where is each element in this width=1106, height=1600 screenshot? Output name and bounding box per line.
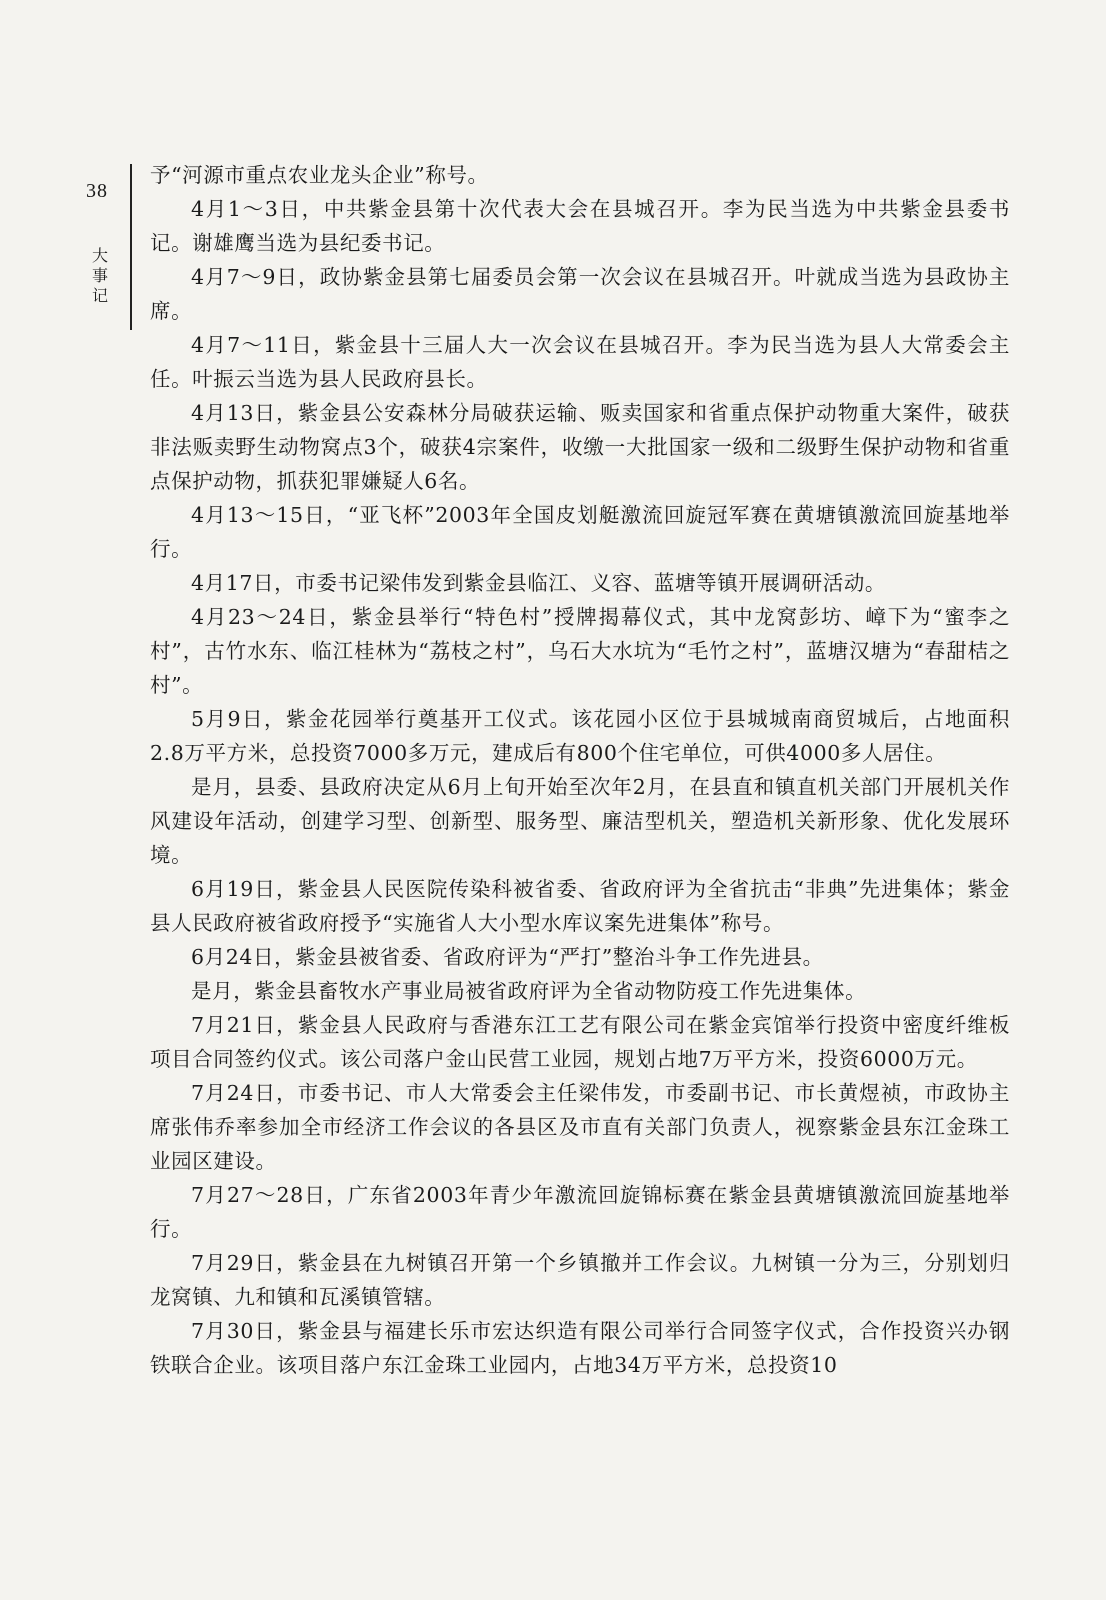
page-margin [72, 150, 132, 330]
margin-rule [130, 164, 132, 330]
paragraph: 4月13～15日，“亚飞杯”2003年全国皮划艇激流回旋冠军赛在黄塘镇激流回旋基地举行。 [150, 503, 1010, 561]
paragraph: 7月30日，紫金县与福建长乐市宏达织造有限公司举行合同签字仪式，合作投资兴办钢铁联合企业。该项目落户东江金珠工业园内，占地34万平方米，总投资10 [150, 1319, 1010, 1377]
paragraph: 予“河源市重点农业龙头企业”称号。 [150, 163, 489, 187]
paragraph: 6月19日，紫金县人民医院传染科被省委、省政府评为全省抗击“非典”先进集体；紫金县人民政府被省政府授予“实施省人大小型水库议案先进集体”称号。 [150, 877, 1010, 935]
paragraph: 4月7～9日，政协紫金县第七届委员会第一次会议在县城召开。叶就成当选为县政协主席。 [150, 265, 1010, 323]
paragraph: 7月24日，市委书记、市人大常委会主任梁伟发，市委副书记、市长黄煜祯，市政协主席张伟乔率参加全市经济工作会议的各县区及市直有关部门负责人，视察紫金县东江金珠工业园区建设。 [150, 1081, 1010, 1173]
paragraph: 7月27～28日，广东省2003年青少年激流回旋锦标赛在紫金县黄塘镇激流回旋基地举行。 [150, 1183, 1010, 1241]
paragraph: 6月24日，紫金县被省委、省政府评为“严打”整治斗争工作先进县。 [191, 945, 824, 969]
paragraph: 4月1～3日，中共紫金县第十次代表大会在县城召开。李为民当选为中共紫金县委书记。谢雄鹰当选为县纪委书记。 [150, 197, 1010, 255]
paragraph: 7月21日，紫金县人民政府与香港东江工艺有限公司在紫金宾馆举行投资中密度纤维板项目合同签约仪式。该公司落户金山民营工业园，规划占地7万平方米，投资6000万元。 [150, 1013, 1010, 1071]
paragraph: 7月29日，紫金县在九树镇召开第一个乡镇撤并工作会议。九树镇一分为三，分别划归龙窝镇、九和镇和瓦溪镇管辖。 [150, 1251, 1010, 1309]
running-title: 大事记 [91, 246, 108, 305]
page-number: 38 [86, 180, 108, 202]
paragraph: 是月，紫金县畜牧水产事业局被省政府评为全省动物防疫工作先进集体。 [191, 979, 867, 1003]
paragraph: 4月13日，紫金县公安森林分局破获运输、贩卖国家和省重点保护动物重大案件，破获非法贩卖野生动物窝点3个，破获4宗案件，收缴一大批国家一级和二级野生保护动物和省重点保护动物，抓获犯罪嫌疑人6名。 [150, 401, 1010, 493]
paragraph: 4月17日，市委书记梁伟发到紫金县临江、义容、蓝塘等镇开展调研活动。 [191, 571, 887, 595]
paragraph: 4月7～11日，紫金县十三届人大一次会议在县城召开。李为民当选为县人大常委会主任。叶振云当选为县人民政府县长。 [150, 333, 1010, 391]
paragraph: 是月，县委、县政府决定从6月上旬开始至次年2月，在县直和镇直机关部门开展机关作风建设年活动，创建学习型、创新型、服务型、廉洁型机关，塑造机关新形象、优化发展环境。 [150, 775, 1010, 867]
paragraph: 4月23～24日，紫金县举行“特色村”授牌揭幕仪式，其中龙窝彭坊、嶂下为“蜜李之村”，古竹水东、临江桂林为“荔枝之村”，乌石大水坑为“毛竹之村”，蓝塘汉塘为“春甜桔之村”。 [150, 605, 1010, 697]
chronicle-text [150, 158, 1010, 1382]
paragraph: 5月9日，紫金花园举行奠基开工仪式。该花园小区位于县城城南商贸城后，占地面积2.8万平方米，总投资7000多万元，建成后有800个住宅单位，可供4000多人居住。 [150, 707, 1010, 765]
